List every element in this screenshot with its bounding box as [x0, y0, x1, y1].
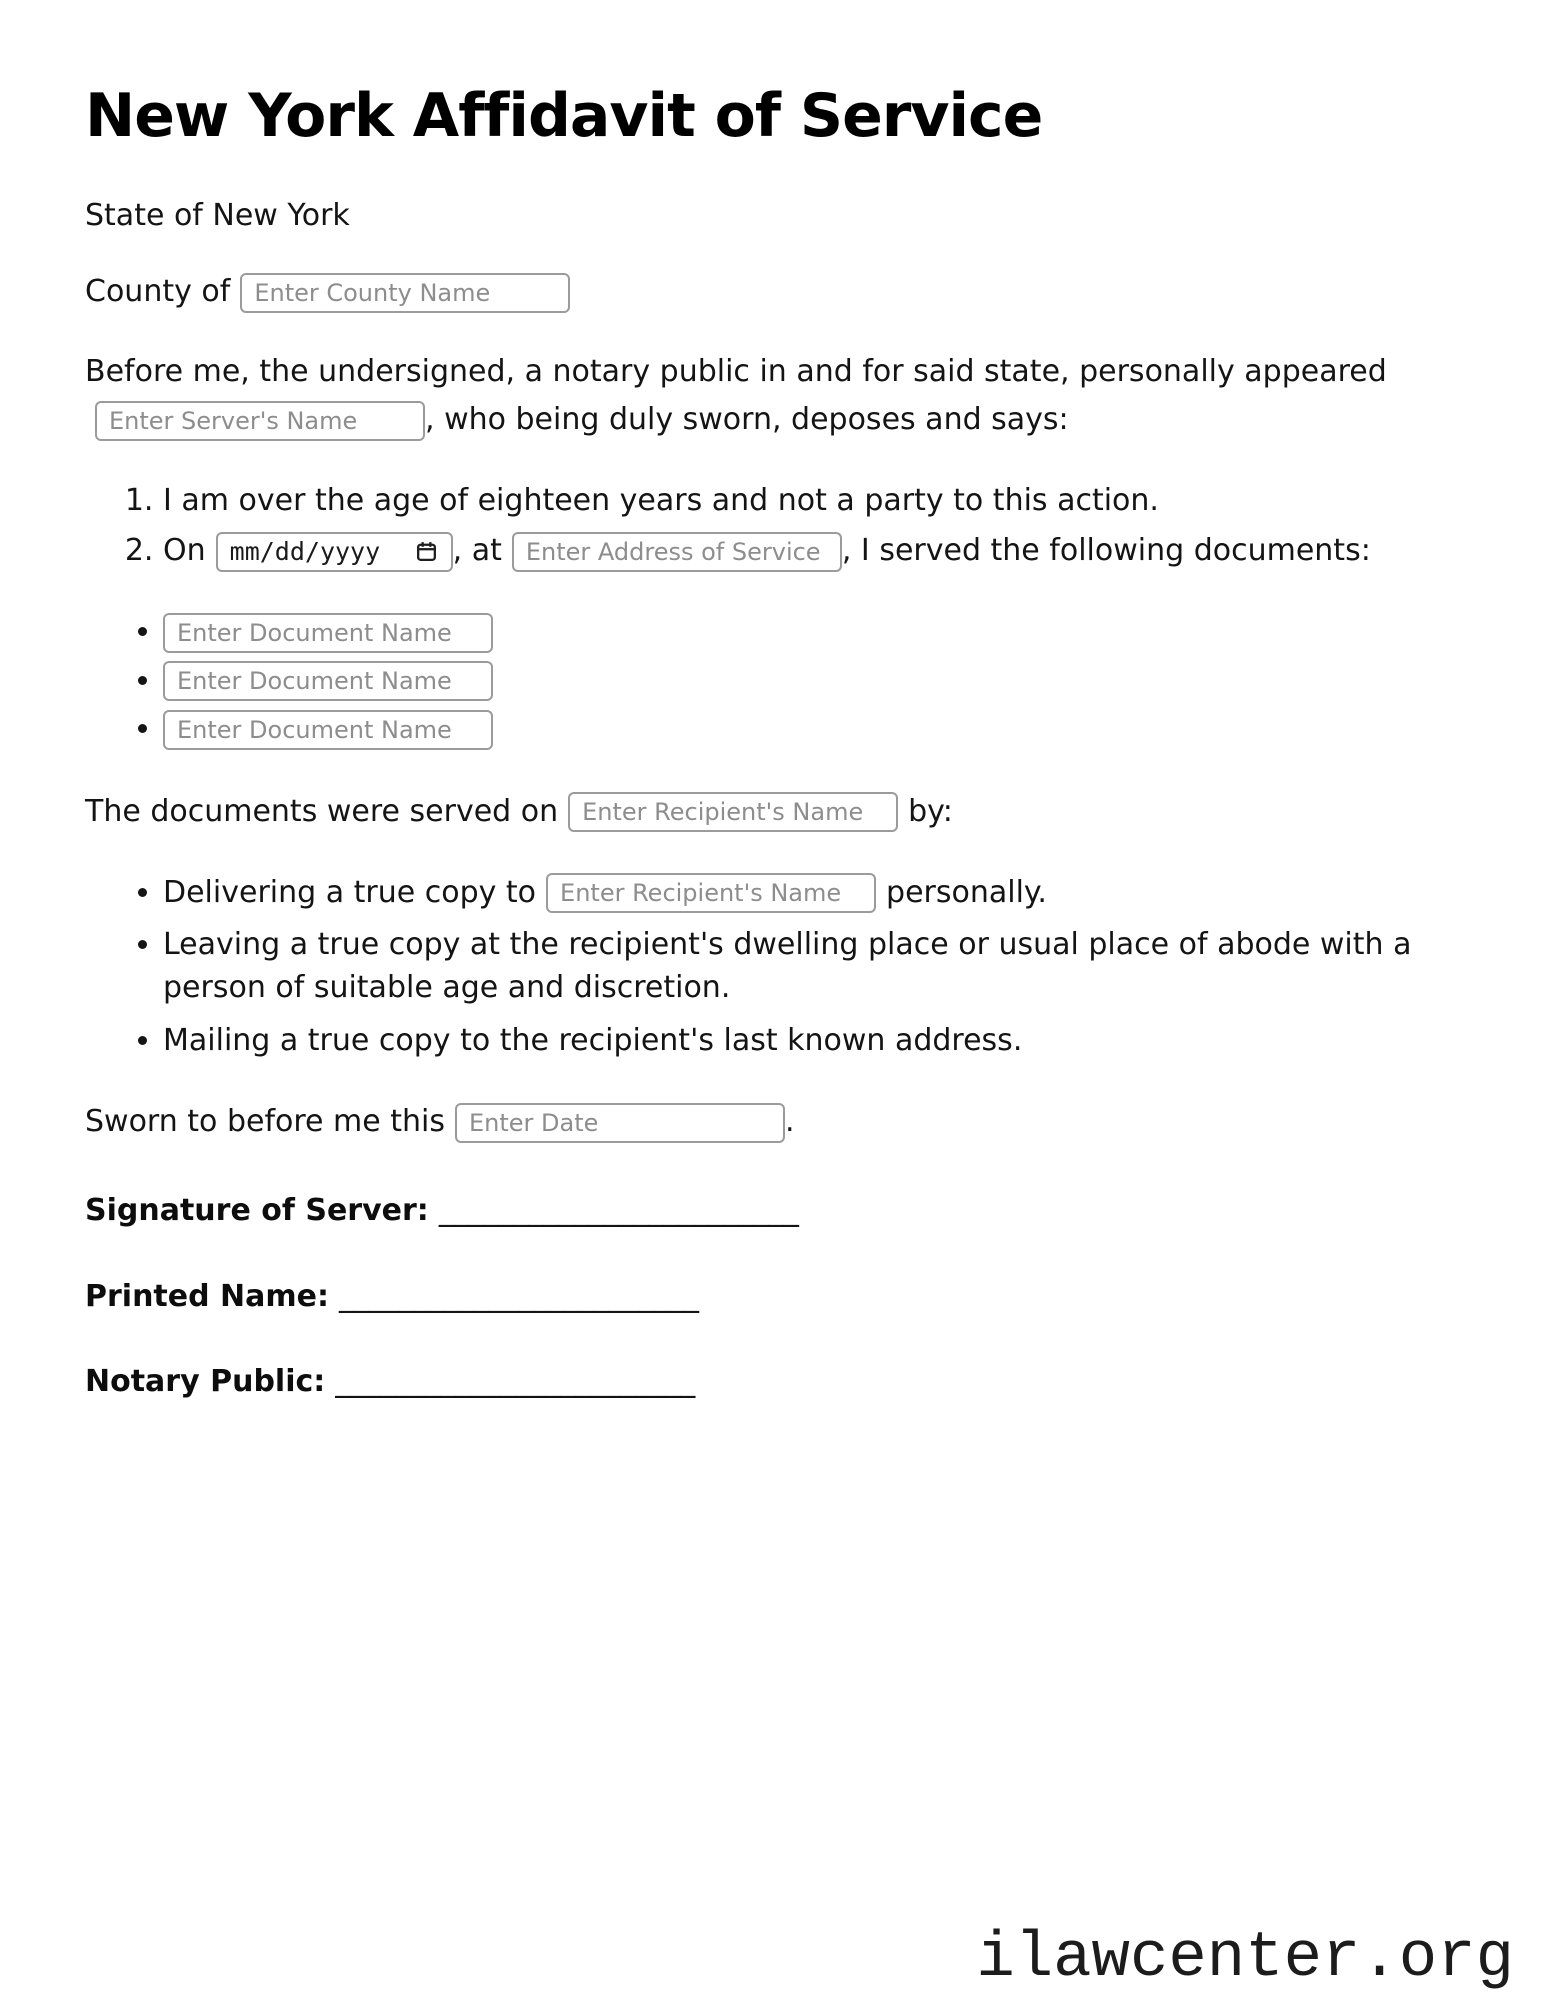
date-value: mm/dd/yyyy: [229, 537, 381, 567]
sworn-line: [85, 1098, 1469, 1146]
sworn-text-post: .: [785, 1104, 795, 1140]
statement-item-age: 1. I am over the age of eighteen years and not a party to this action.: [163, 478, 1469, 523]
notary-public-row: [85, 1361, 1469, 1402]
printed-name-label: Printed Name:: [85, 1278, 329, 1314]
delivery-recipient-input[interactable]: [546, 873, 876, 913]
printed-name-line: ________________________: [338, 1278, 699, 1314]
served-text-post: by:: [908, 793, 953, 829]
printed-name-row: [85, 1276, 1469, 1317]
intro-text-before: Before me, the undersigned, a notary public in and for said state, personally appeared: [85, 354, 1387, 390]
method-mailing: • Mailing a true copy to the recipient's last known address.: [163, 1020, 1469, 1063]
served-text-pre: The documents were served on: [85, 793, 559, 829]
delivering-post: personally.: [886, 874, 1047, 910]
server-name-input[interactable]: [95, 401, 425, 441]
document-name-input-2[interactable]: [163, 661, 493, 701]
document-list-item: [163, 708, 1469, 750]
method-delivering: [163, 872, 1469, 915]
state-line: State of New York: [85, 198, 350, 233]
page-title: New York Affidavit of Service: [85, 81, 1043, 151]
notary-public-label: Notary Public:: [85, 1364, 326, 1400]
sworn-text-pre: Sworn to before me this: [85, 1104, 445, 1140]
statement2-pre: On: [163, 533, 206, 569]
sworn-date-input[interactable]: [455, 1103, 785, 1143]
county-line: [85, 268, 1469, 316]
intro-text-after: , who being duly sworn, deposes and says:: [425, 402, 1069, 438]
signature-of-server-row: [85, 1190, 1469, 1231]
served-line: [85, 788, 1469, 836]
service-address-input[interactable]: [512, 532, 842, 572]
recipient-name-input[interactable]: [568, 792, 898, 832]
calendar-icon[interactable]: [414, 539, 439, 564]
document-name-input-3[interactable]: [163, 710, 493, 750]
document-list-item: [163, 660, 1469, 702]
statements-list: [85, 478, 1469, 573]
document-list-item: [163, 611, 1469, 653]
method-leaving: • Leaving a true copy at the recipient's dwelling place or usual place of abode with a person of suitable age and discretion.: [163, 924, 1469, 1009]
statement-item-service: [163, 528, 1469, 573]
delivering-pre: Delivering a true copy to: [163, 874, 537, 910]
notary-public-line: ________________________: [335, 1364, 696, 1400]
signature-line: ________________________: [438, 1193, 799, 1229]
signature-of-server-label: Signature of Server:: [85, 1193, 429, 1229]
intro-paragraph: [85, 348, 1469, 444]
county-name-input[interactable]: [240, 273, 570, 313]
document-name-input-1[interactable]: [163, 613, 493, 653]
statement2-post: , I served the following documents:: [841, 533, 1371, 569]
county-label: County of: [85, 274, 231, 310]
service-date-input[interactable]: [216, 532, 453, 572]
footer-site-name: ilawcenter.org: [976, 1922, 1514, 1995]
service-methods-list: [85, 872, 1469, 1062]
documents-list: [85, 611, 1469, 750]
statement2-mid: , at: [452, 533, 502, 569]
